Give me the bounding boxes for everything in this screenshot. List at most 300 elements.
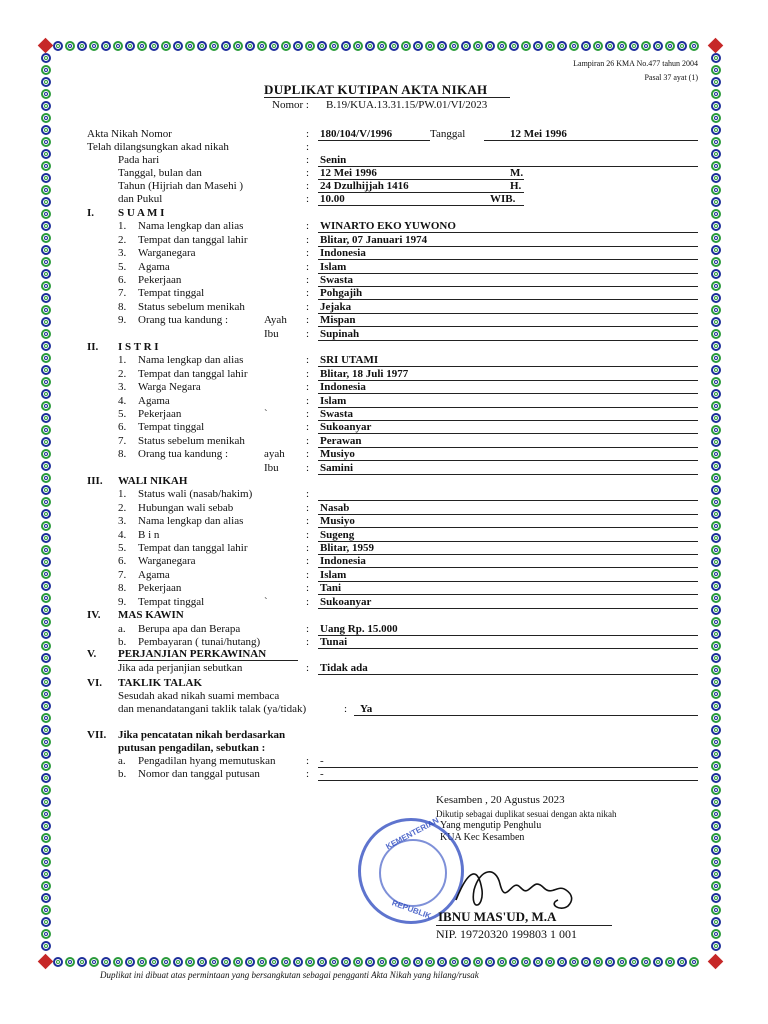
colon: : xyxy=(306,274,310,286)
pengadilan-heading2: putusan pengadilan, sebutkan : xyxy=(118,742,266,754)
border-ornament xyxy=(711,749,721,759)
hari-value: Senin xyxy=(320,154,347,166)
border-ornament xyxy=(41,677,51,687)
border-ornament xyxy=(711,257,721,267)
border-ornament xyxy=(65,957,75,967)
colon: : xyxy=(306,568,310,581)
border-ornament xyxy=(461,957,471,967)
border-ornament xyxy=(41,521,51,531)
border-ornament xyxy=(41,797,51,807)
border-ornament xyxy=(41,293,51,303)
lampiran-text: Lampiran 26 KMA No.477 tahun 2004 xyxy=(573,59,698,68)
border-ornament xyxy=(161,957,171,967)
nomor-value: B.19/KUA.13.31.15/PW.01/VI/2023 xyxy=(326,99,488,111)
colon: : xyxy=(306,180,310,192)
border-ornament xyxy=(41,101,51,111)
border-ornament xyxy=(413,41,423,51)
colon: : xyxy=(306,394,310,407)
border-bottom xyxy=(52,956,700,968)
corner-ornament xyxy=(38,38,54,54)
tahun-value: 24 Dzulhijjah 1416 xyxy=(320,180,409,192)
border-ornament xyxy=(711,305,721,315)
corner-ornament xyxy=(708,38,724,54)
border-ornament xyxy=(89,957,99,967)
border-ornament xyxy=(101,957,111,967)
row-number: 8. xyxy=(118,448,127,461)
border-ornament xyxy=(711,545,721,555)
tgl-suffix: M. xyxy=(510,167,524,179)
akta-tanggal-value: 12 Mei 1996 xyxy=(510,128,567,140)
border-ornament xyxy=(711,473,721,483)
border-ornament xyxy=(41,281,51,291)
row-number: 7. xyxy=(118,287,127,300)
border-ornament xyxy=(711,617,721,627)
border-ornament xyxy=(41,917,51,927)
field-underline xyxy=(318,340,698,341)
row-number: 3. xyxy=(118,247,127,260)
border-ornament xyxy=(233,957,243,967)
border-ornament xyxy=(497,41,507,51)
border-ornament xyxy=(569,41,579,51)
colon: : xyxy=(306,448,310,461)
border-ornament xyxy=(711,797,721,807)
border-ornament xyxy=(569,957,579,967)
pukul-label: dan Pukul xyxy=(118,193,163,205)
row-label: B i n xyxy=(138,528,160,541)
colon: : xyxy=(306,582,310,595)
border-ornament xyxy=(41,785,51,795)
border-ornament xyxy=(641,41,651,51)
row-number: 8. xyxy=(118,582,127,595)
hari-label: Pada hari xyxy=(118,154,160,166)
border-ornament xyxy=(41,773,51,783)
border-ornament xyxy=(41,221,51,231)
row-sublabel: Ibu xyxy=(264,461,279,474)
border-ornament xyxy=(617,957,627,967)
perjanjian-value: Tidak ada xyxy=(320,662,368,674)
border-ornament xyxy=(41,305,51,315)
field-underline xyxy=(318,648,698,649)
row-sublabel: Ibu xyxy=(264,327,279,340)
border-ornament xyxy=(641,957,651,967)
colon: : xyxy=(306,247,310,260)
row-label: Tempat dan tanggal lahir xyxy=(138,542,248,554)
border-ornament xyxy=(41,941,51,951)
colon: : xyxy=(306,555,310,568)
roman-numeral: VII. xyxy=(87,729,107,741)
border-ornament xyxy=(353,41,363,51)
row-value: Indonesia xyxy=(320,247,366,260)
tgl-label: Tanggal, bulan dan xyxy=(118,167,202,179)
row-value: Islam xyxy=(320,568,347,581)
border-ornament xyxy=(41,557,51,567)
border-ornament xyxy=(509,957,519,967)
colon: : xyxy=(306,167,310,179)
border-ornament xyxy=(41,929,51,939)
row-label: Pengadilan hyang memutuskan xyxy=(138,755,276,767)
row-number: b. xyxy=(118,636,127,648)
row-value: Blitar, 1959 xyxy=(320,542,374,554)
border-ornament xyxy=(125,957,135,967)
field-underline xyxy=(318,674,698,675)
border-ornament xyxy=(77,41,87,51)
row-number: 7. xyxy=(118,434,127,447)
border-ornament xyxy=(629,957,639,967)
row-value: Blitar, 07 Januari 1974 xyxy=(320,233,428,246)
pengadilan-heading1: Jika pencatatan nikah berdasarkan xyxy=(118,729,286,741)
field-underline xyxy=(318,608,698,609)
row-number: 2. xyxy=(118,233,127,246)
border-right xyxy=(710,52,722,952)
border-ornament xyxy=(41,509,51,519)
border-ornament xyxy=(711,893,721,903)
border-ornament xyxy=(41,473,51,483)
border-ornament xyxy=(711,881,721,891)
row-number: 3. xyxy=(118,381,127,394)
row-value: Tani xyxy=(320,582,342,595)
border-ornament xyxy=(41,401,51,411)
title-underline xyxy=(264,97,510,98)
row-number: 2. xyxy=(118,367,127,380)
border-ornament xyxy=(41,653,51,663)
border-ornament xyxy=(711,233,721,243)
border-ornament xyxy=(521,41,531,51)
border-ornament xyxy=(711,773,721,783)
row-number: 6. xyxy=(118,421,127,434)
row-label: Orang tua kandung : xyxy=(138,448,229,461)
row-value: - xyxy=(320,755,324,767)
border-ornament xyxy=(245,957,255,967)
field-underline xyxy=(318,554,698,555)
row-number: 1. xyxy=(118,488,127,501)
roman-numeral: II. xyxy=(87,341,99,353)
field-underline xyxy=(484,140,698,141)
border-ornament xyxy=(677,41,687,51)
border-ornament xyxy=(711,125,721,135)
border-ornament xyxy=(221,957,231,967)
tahun-suffix: H. xyxy=(510,180,522,192)
row-number: 3. xyxy=(118,515,127,528)
row-label: Status sebelum menikah xyxy=(138,300,245,313)
border-ornament xyxy=(533,957,543,967)
border-ornament xyxy=(711,329,721,339)
corner-ornament xyxy=(38,954,54,970)
border-ornament xyxy=(41,53,51,63)
border-ornament xyxy=(365,41,375,51)
border-ornament xyxy=(317,41,327,51)
row-label: Agama xyxy=(138,260,170,273)
border-ornament xyxy=(711,437,721,447)
border-top xyxy=(52,40,700,52)
border-ornament xyxy=(711,713,721,723)
section-heading: MAS KAWIN xyxy=(118,609,184,621)
colon: : xyxy=(306,528,310,541)
border-ornament xyxy=(425,41,435,51)
border-ornament xyxy=(41,341,51,351)
border-ornament xyxy=(711,377,721,387)
border-ornament xyxy=(317,957,327,967)
roman-numeral: VI. xyxy=(87,677,102,689)
border-ornament xyxy=(41,317,51,327)
row-number: 1. xyxy=(118,354,127,367)
colon: : xyxy=(306,622,310,635)
border-ornament xyxy=(437,957,447,967)
colon: : xyxy=(344,703,348,715)
border-ornament xyxy=(41,137,51,147)
border-ornament xyxy=(161,41,171,51)
row-label: Orang tua kandung : xyxy=(138,314,229,327)
border-ornament xyxy=(53,41,63,51)
border-ornament xyxy=(293,957,303,967)
border-ornament xyxy=(245,41,255,51)
field-underline xyxy=(318,420,698,421)
row-label: Warganegara xyxy=(138,247,196,260)
border-ornament xyxy=(545,957,555,967)
row-value: Islam xyxy=(320,260,347,273)
border-ornament xyxy=(711,197,721,207)
field-underline xyxy=(318,780,698,781)
border-ornament xyxy=(41,185,51,195)
row-value: - xyxy=(320,768,324,780)
border-left xyxy=(40,52,52,952)
border-ornament xyxy=(41,581,51,591)
border-ornament xyxy=(125,41,135,51)
border-ornament xyxy=(41,593,51,603)
row-label: Tempat dan tanggal lahir xyxy=(138,233,248,246)
border-ornament xyxy=(711,725,721,735)
border-ornament xyxy=(461,41,471,51)
border-ornament xyxy=(711,185,721,195)
taklik-value: Ya xyxy=(360,703,373,715)
field-underline xyxy=(318,514,698,515)
border-ornament xyxy=(711,845,721,855)
border-ornament xyxy=(581,957,591,967)
border-ornament xyxy=(711,389,721,399)
border-ornament xyxy=(233,41,243,51)
row-number: 6. xyxy=(118,555,127,568)
row-label: Tempat tinggal xyxy=(138,421,205,434)
row-sublabel: ` xyxy=(264,595,268,608)
place-date: Kesamben , 20 Agustus 2023 xyxy=(436,794,565,806)
border-ornament xyxy=(41,113,51,123)
border-ornament xyxy=(329,41,339,51)
tgl-value: 12 Mei 1996 xyxy=(320,167,377,179)
colon: : xyxy=(306,434,310,447)
colon: : xyxy=(306,354,310,367)
row-label: Nama lengkap dan alias xyxy=(138,354,244,367)
border-ornament xyxy=(653,41,663,51)
border-ornament xyxy=(41,245,51,255)
border-ornament xyxy=(449,41,459,51)
border-ornament xyxy=(41,845,51,855)
border-ornament xyxy=(41,269,51,279)
border-ornament xyxy=(711,461,721,471)
border-ornament xyxy=(473,957,483,967)
row-number: 6. xyxy=(118,274,127,286)
border-ornament xyxy=(137,41,147,51)
border-ornament xyxy=(257,41,267,51)
border-ornament xyxy=(389,41,399,51)
border-ornament xyxy=(41,869,51,879)
taklik-line2: dan menandatangani taklik talak (ya/tidak) xyxy=(118,703,307,715)
field-underline xyxy=(318,326,698,327)
border-ornament xyxy=(173,957,183,967)
row-number: 8. xyxy=(118,300,127,313)
border-ornament xyxy=(437,41,447,51)
border-ornament xyxy=(629,41,639,51)
border-ornament xyxy=(711,281,721,291)
footer-note: Duplikat ini dibuat atas permintaan yang bersangkutan sebagai pengganti Akta Nikah yang hilang/rusak xyxy=(100,970,479,980)
border-ornament xyxy=(41,389,51,399)
colon: : xyxy=(306,755,310,767)
border-ornament xyxy=(711,833,721,843)
colon: : xyxy=(306,154,310,166)
border-ornament xyxy=(305,41,315,51)
border-ornament xyxy=(113,41,123,51)
colon: : xyxy=(306,501,310,514)
border-ornament xyxy=(689,41,699,51)
border-ornament xyxy=(41,89,51,99)
row-label: Nama lengkap dan alias xyxy=(138,220,244,233)
border-ornament xyxy=(41,701,51,711)
colon: : xyxy=(306,768,310,780)
row-value: Nasab xyxy=(320,501,350,514)
border-ornament xyxy=(711,497,721,507)
field-underline xyxy=(318,767,698,768)
border-ornament xyxy=(209,41,219,51)
border-ornament xyxy=(41,617,51,627)
border-ornament xyxy=(605,41,615,51)
border-ornament xyxy=(305,957,315,967)
border-ornament xyxy=(711,113,721,123)
border-ornament xyxy=(41,569,51,579)
field-underline xyxy=(318,500,698,501)
border-ornament xyxy=(89,41,99,51)
colon: : xyxy=(306,327,310,340)
row-value: Jejaka xyxy=(320,300,352,313)
border-ornament xyxy=(221,41,231,51)
row-number: 2. xyxy=(118,501,127,514)
row-label: Agama xyxy=(138,568,170,581)
field-underline xyxy=(318,447,698,448)
border-ornament xyxy=(711,701,721,711)
border-ornament xyxy=(389,957,399,967)
border-ornament xyxy=(711,209,721,219)
row-number: b. xyxy=(118,768,127,780)
row-label: Warganegara xyxy=(138,555,196,568)
border-ornament xyxy=(711,245,721,255)
colon: : xyxy=(306,662,310,674)
row-value: Sukoanyar xyxy=(320,595,372,608)
row-number: 9. xyxy=(118,314,127,327)
row-sublabel: ayah xyxy=(264,448,285,461)
border-ornament xyxy=(665,957,675,967)
dilangsungkan-label: Telah dilangsungkan akad nikah xyxy=(87,141,229,153)
border-ornament xyxy=(711,869,721,879)
colon: : xyxy=(306,595,310,608)
border-ornament xyxy=(41,761,51,771)
colon: : xyxy=(306,421,310,434)
border-ornament xyxy=(711,641,721,651)
row-value: Islam xyxy=(320,394,347,407)
akta-nomor-value: 180/104/V/1996 xyxy=(320,128,393,140)
row-value: Tunai xyxy=(320,636,348,648)
border-ornament xyxy=(41,461,51,471)
border-ornament xyxy=(711,809,721,819)
colon: : xyxy=(306,542,310,554)
border-ornament xyxy=(711,293,721,303)
border-ornament xyxy=(617,41,627,51)
border-ornament xyxy=(473,41,483,51)
border-ornament xyxy=(41,605,51,615)
border-ornament xyxy=(711,101,721,111)
colon: : xyxy=(306,260,310,273)
row-label: Agama xyxy=(138,394,170,407)
colon: : xyxy=(306,461,310,474)
field-underline xyxy=(318,433,698,434)
row-label: Nama lengkap dan alias xyxy=(138,515,244,528)
row-label: Warga Negara xyxy=(138,381,201,394)
border-ornament xyxy=(413,957,423,967)
border-ornament xyxy=(711,77,721,87)
border-ornament xyxy=(711,341,721,351)
row-value: Perawan xyxy=(320,434,362,447)
row-label: Tempat dan tanggal lahir xyxy=(138,367,248,380)
border-ornament xyxy=(41,65,51,75)
border-ornament xyxy=(41,689,51,699)
field-underline xyxy=(318,567,698,568)
field-underline xyxy=(318,635,698,636)
row-value: Samini xyxy=(320,461,354,474)
border-ornament xyxy=(711,857,721,867)
border-ornament xyxy=(41,125,51,135)
section-heading: I S T R I xyxy=(118,341,159,353)
tahun-label: Tahun (Hijriah dan Masehi ) xyxy=(118,180,244,192)
row-label: Status wali (nasab/hakim) xyxy=(138,488,253,501)
signer-name: IBNU MAS'UD, M.A xyxy=(438,909,557,924)
border-ornament xyxy=(711,905,721,915)
row-number: 1. xyxy=(118,220,127,233)
document-title: DUPLIKAT KUTIPAN AKTA NIKAH xyxy=(264,82,488,97)
border-ornament xyxy=(449,957,459,967)
border-ornament xyxy=(711,785,721,795)
border-ornament xyxy=(41,641,51,651)
border-ornament xyxy=(545,41,555,51)
row-value: Indonesia xyxy=(320,555,366,568)
field-underline xyxy=(318,140,430,141)
row-value: Indonesia xyxy=(320,381,366,394)
border-ornament xyxy=(53,957,63,967)
signature-line xyxy=(436,925,612,926)
stamp-text-top: KEMENTERIAN xyxy=(384,815,441,852)
field-underline xyxy=(318,205,524,206)
border-ornament xyxy=(41,413,51,423)
border-ornament xyxy=(41,161,51,171)
field-underline xyxy=(318,299,698,300)
border-ornament xyxy=(711,221,721,231)
border-ornament xyxy=(711,605,721,615)
border-ornament xyxy=(41,77,51,87)
border-ornament xyxy=(197,41,207,51)
row-label: Hubungan wali sebab xyxy=(138,501,234,514)
border-ornament xyxy=(281,41,291,51)
field-underline xyxy=(318,286,698,287)
row-label: Berupa apa dan Berapa xyxy=(138,622,241,635)
corner-ornament xyxy=(708,954,724,970)
border-ornament xyxy=(353,957,363,967)
row-number: 7. xyxy=(118,568,127,581)
border-ornament xyxy=(365,957,375,967)
